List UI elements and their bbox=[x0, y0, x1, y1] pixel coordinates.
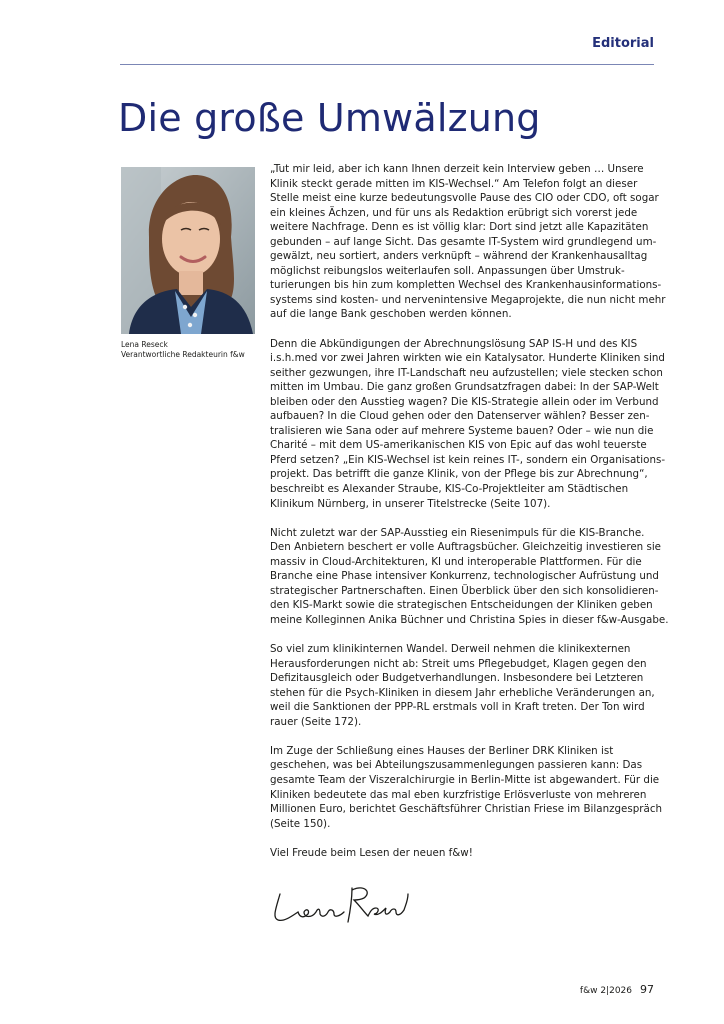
paragraph bbox=[270, 744, 663, 831]
text-line: möglichst reibungslos weiterlaufen soll. Anpassungen über Umstruk- bbox=[270, 264, 625, 277]
text-line: Im Zuge der Schließung eines Hauses der Berliner DRK Kliniken ist bbox=[270, 744, 614, 757]
text-line: gewälzt, neu sortiert, anders verknüpft – während der Krankenhausalltag bbox=[270, 250, 648, 263]
text-line: massiv in Cloud-Architekturen, KI und interoperable Plattformen. Für die bbox=[270, 555, 642, 568]
text-line: meine Kolleginnen Anika Büchner und Christina Spies in dieser f&w-Ausgabe. bbox=[270, 613, 669, 626]
text-line: auf die lange Bank geschoben werden können. bbox=[270, 308, 512, 321]
text-line: geschehen, was bei Abteilungszusammenlegungen passieren kann: Das bbox=[270, 759, 643, 772]
author-role: Verantwortliche Redakteurin f&w bbox=[121, 350, 245, 359]
text-line: Millionen Euro, berichtet Geschäftsführer Christian Friese im Bilanzgespräch bbox=[270, 803, 663, 816]
text-line: (Seite 150). bbox=[270, 817, 331, 830]
text-line: stehen für die Psych-Kliniken in diesem Jahr erhebliche Veränderungen an, bbox=[270, 686, 655, 699]
text-line: seither gezwungen, ihre IT-Landschaft neu aufzustellen; viele stecken schon bbox=[270, 366, 663, 379]
text-line: „Tut mir leid, aber ich kann Ihnen derzeit kein Interview geben … Unsere bbox=[270, 163, 644, 175]
paragraph bbox=[270, 526, 669, 628]
text-line: i.s.h.med vor zwei Jahren wirkten wie ein Katalysator. Hunderte Kliniken sind bbox=[270, 352, 665, 365]
text-line: Denn die Abkündigungen der Abrechnungslösung SAP IS-H und des KIS bbox=[270, 337, 638, 350]
text-line: systems sind kosten- und nervenintensive Megaprojekte, die nun nicht mehr bbox=[270, 293, 666, 306]
text-line: Charité – mit dem US-amerikanischen KIS von Epic auf das wohl teuerste bbox=[270, 439, 647, 452]
text-line: Klinik steckt gerade mitten im KIS-Wechsel.“ Am Telefon folgt an dieser bbox=[270, 177, 638, 190]
page-footer bbox=[580, 983, 654, 996]
text-line: ein kleines Ächzen, und für uns als Redaktion erübrigt sich vorerst jede bbox=[270, 206, 638, 219]
text-line: aufbauen? In die Cloud gehen oder den Datenserver wählen? Besser zen- bbox=[270, 410, 650, 423]
author-photo bbox=[121, 167, 255, 334]
text-line: Nicht zuletzt war der SAP-Ausstieg ein Riesenimpuls für die KIS-Branche. bbox=[270, 526, 645, 539]
text-line: turierungen bis hin zum kompletten Wechsel des Krankenhausinformations- bbox=[270, 279, 662, 292]
paragraph bbox=[270, 162, 666, 322]
text-line: weitere Nachfrage. Denn es ist völlig klar: Dort sind jetzt alle Kapazitäten bbox=[270, 221, 649, 234]
text-line: projekt. Das betrifft die ganze Klinik, von der Pflege bis zur Abrechnung“, bbox=[270, 468, 648, 481]
text-line: Branche eine Phase intensiver Konkurrenz, technologischer Aufrüstung und bbox=[270, 570, 659, 583]
text-line: Herausforderungen nicht ab: Streit ums Pflegebudget, Klagen gegen den bbox=[270, 657, 647, 670]
text-line: Pferd setzen? „Ein KIS-Wechsel ist kein reines IT-, sondern ein Organisations- bbox=[270, 453, 666, 466]
text-line: Defizitausgleich oder Budgetverhandlungen. Insbesondere bei Letzteren bbox=[270, 672, 644, 685]
text-line: gebunden – auf lange Sicht. Das gesamte IT-System wird grundlegend um- bbox=[270, 235, 657, 248]
page-title: Die große Umwälzung bbox=[118, 96, 541, 140]
editorial-body bbox=[270, 162, 669, 875]
text-line: gesamte Team der Viszeralchirurgie in Berlin-Mitte ist abgewandert. Für die bbox=[270, 773, 660, 786]
text-line: Den Anbietern beschert er volle Auftragsbücher. Gleichzeitig investieren sie bbox=[270, 541, 662, 554]
paragraph bbox=[270, 642, 660, 729]
text-line: beschreibt es Alexander Straube, KIS-Co-Projektleiter am Städtischen bbox=[270, 483, 629, 496]
text-line: Stelle meist eine kurze bedeutungsvolle Pause des CIO oder CDO, oft sogar bbox=[270, 192, 659, 205]
text-line: bleiben oder den Ausstieg wagen? Die KIS-Strategie allein oder im Verbund bbox=[270, 395, 659, 408]
text-line: den KIS-Markt sowie die strategischen Entscheidungen der Kliniken geben bbox=[270, 599, 653, 612]
text-line: weil die Sanktionen der PPP-RL erstmals voll in Kraft treten. Der Ton wird bbox=[270, 701, 645, 714]
section-divider bbox=[120, 64, 654, 65]
text-line: So viel zum klinikinternen Wandel. Derweil nehmen die klinikexternen bbox=[270, 643, 631, 656]
photo-caption bbox=[121, 340, 261, 360]
text-line: Viel Freude beim Lesen der neuen f&w! bbox=[270, 846, 473, 859]
author-name: Lena Reseck bbox=[121, 340, 168, 349]
text-line: tralisieren wie Sana oder auf mehrere Systeme bauen? Oder – wie nun die bbox=[270, 424, 654, 437]
text-line: rauer (Seite 172). bbox=[270, 715, 362, 728]
text-line: Kliniken bedeutete das mal eben kurzfristige Erlösverluste von mehreren bbox=[270, 788, 647, 801]
page-number: 97 bbox=[640, 983, 654, 996]
author-signature bbox=[268, 878, 418, 928]
text-line: strategischer Partnerschaften. Einen Überblick über den sich konsolidieren- bbox=[270, 584, 659, 597]
paragraph bbox=[270, 337, 666, 512]
section-label: Editorial bbox=[592, 36, 654, 51]
text-line: Klinikum Nürnberg, in unserer Titelstrecke (Seite 107). bbox=[270, 497, 551, 510]
issue-label: f&w 2|2026 bbox=[579, 986, 632, 996]
text-line: mitten im Umbau. Die ganz großen Grundsatzfragen dabei: In der SAP-Welt bbox=[270, 381, 659, 394]
closing-line bbox=[270, 846, 660, 861]
